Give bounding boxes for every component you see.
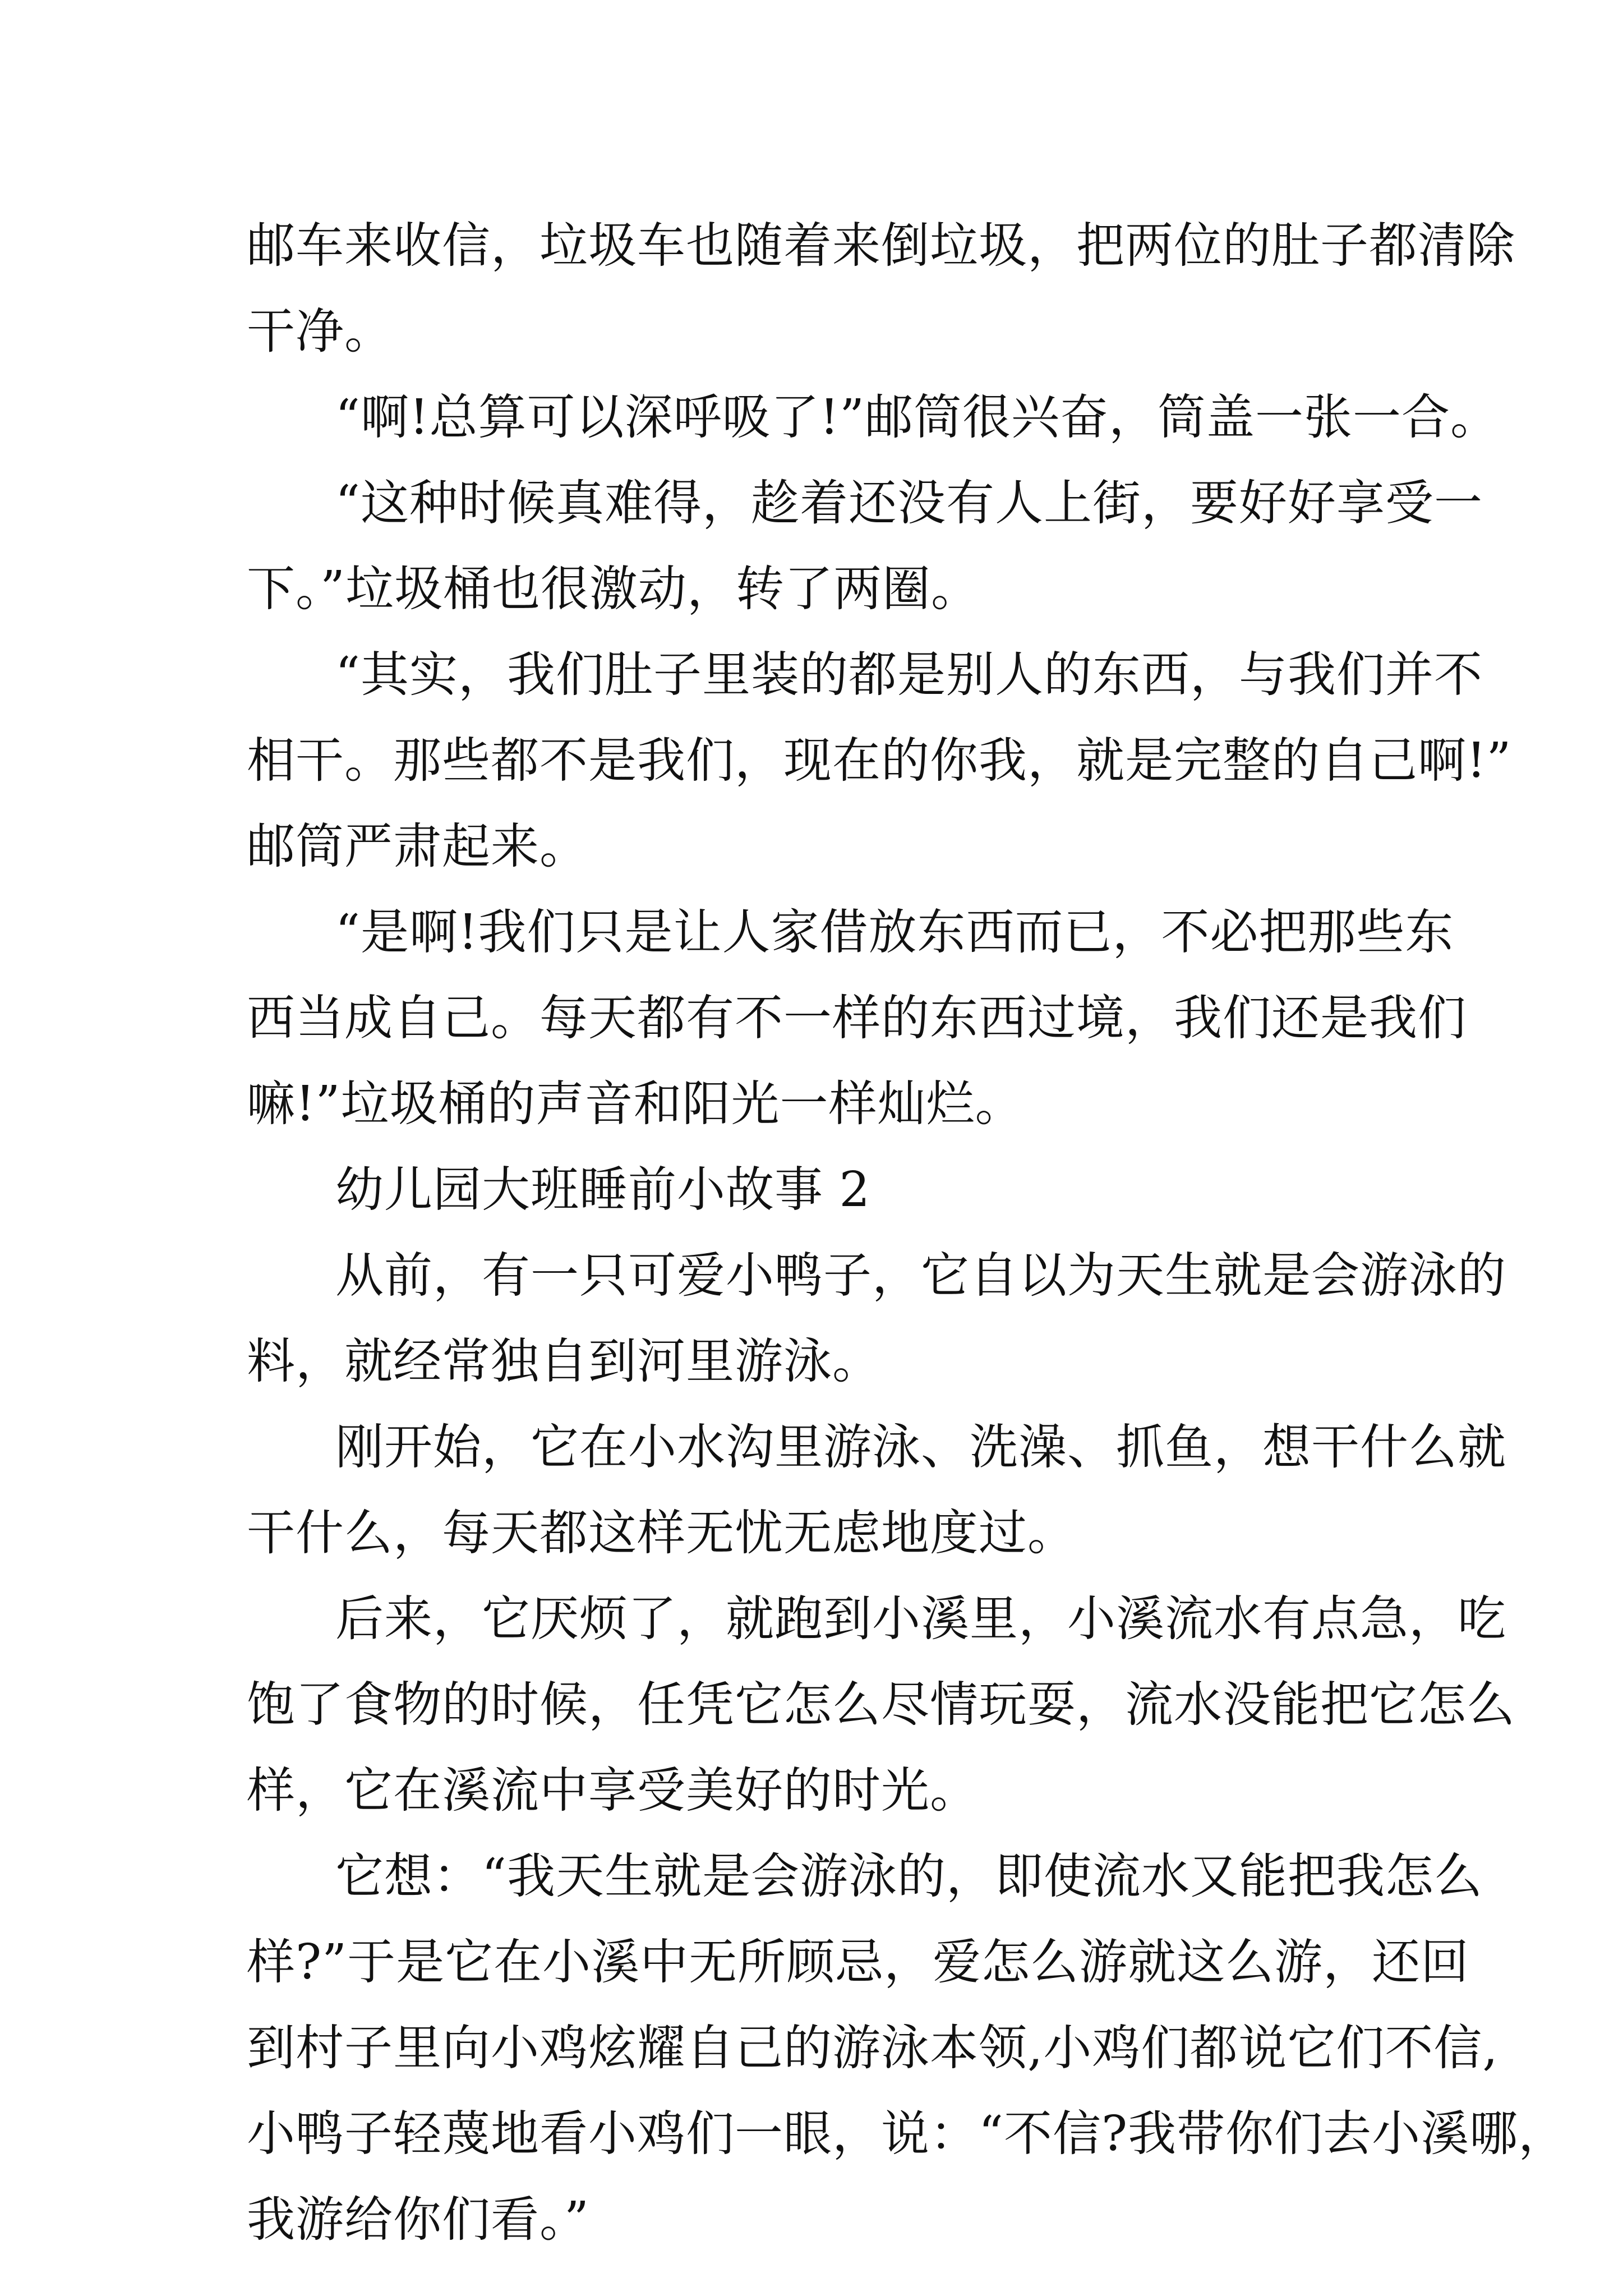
section-heading: 幼儿园大班睡前小故事 2 <box>335 1162 871 1218</box>
text-line: 它想：“我天生就是会游泳的，即使流水又能把我怎么 <box>335 1848 1483 1904</box>
text-line: 干什么，每天都这样无忧无虑地度过。 <box>247 1505 1076 1561</box>
text-line: 小鸭子轻蔑地看小鸡们一眼，说：“不信?我带你们去小溪哪， <box>247 2106 1567 2162</box>
text-line: “是啊!我们只是让人家借放东西而已，不必把那些东 <box>335 904 1454 960</box>
text-line: 从前，有一只可爱小鸭子，它自以为天生就是会游泳的 <box>335 1248 1506 1304</box>
document-body <box>247 203 1567 2263</box>
text-line: 样，它在溪流中享受美好的时光。 <box>247 1763 979 1819</box>
text-line: 下。”垃圾桶也很激动，转了两圈。 <box>247 561 980 617</box>
text-line: 样?”于是它在小溪中无所顾忌，爱怎么游就这么游，还回 <box>247 1934 1470 1990</box>
text-line: 干净。 <box>247 303 393 360</box>
text-line: 相干。那些都不是我们，现在的你我，就是完整的自己啊!” <box>247 733 1512 789</box>
text-line: 邮车来收信，垃圾车也随着来倒垃圾，把两位的肚子都清除 <box>247 218 1515 274</box>
text-line: 我游给你们看。” <box>247 2192 589 2248</box>
text-line: 嘛!”垃圾桶的声音和阳光一样灿烂。 <box>247 1076 1024 1132</box>
text-line: 邮筒严肃起来。 <box>247 818 588 875</box>
text-line: 西当成自己。每天都有不一样的东西过境，我们还是我们 <box>247 990 1467 1046</box>
text-line: “这种时候真难得，趁着还没有人上街，要好好享受一 <box>335 475 1483 531</box>
text-line: 到村子里向小鸡炫耀自己的游泳本领,小鸡们都说它们不信, <box>247 2020 1498 2076</box>
text-line: “其实，我们肚子里装的都是别人的东西，与我们并不 <box>335 647 1483 703</box>
text-line: 后来，它厌烦了，就跑到小溪里，小溪流水有点急，吃 <box>335 1591 1506 1647</box>
text-line: 料，就经常独自到河里游泳。 <box>247 1333 881 1389</box>
text-line: 刚开始，它在小水沟里游泳、洗澡、抓鱼，想干什么就 <box>335 1419 1506 1475</box>
text-line: “啊!总算可以深呼吸了!”邮筒很兴奋，筒盖一张一合。 <box>335 389 1500 445</box>
text-line: 饱了食物的时候，任凭它怎么尽情玩耍，流水没能把它怎么 <box>247 1677 1515 1733</box>
